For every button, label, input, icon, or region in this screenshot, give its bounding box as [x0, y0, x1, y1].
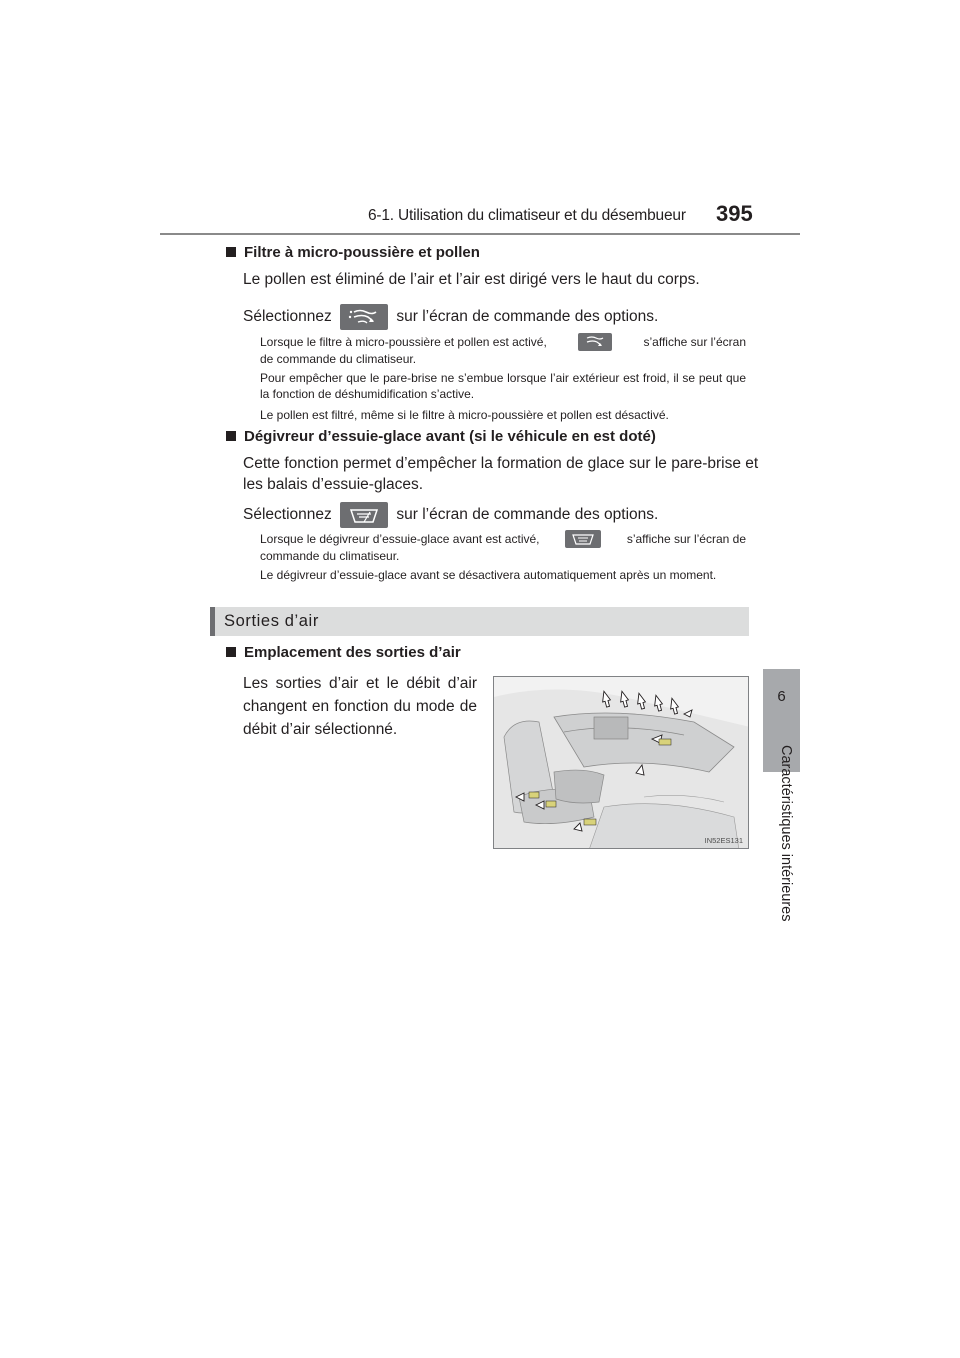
chapter-number: 6: [777, 688, 786, 705]
windshield-wiper-deicer-icon: [340, 502, 388, 528]
vehicle-interior-illustration: [493, 676, 749, 849]
windshield-wiper-deicer-icon-small: [565, 530, 601, 548]
illustration-code: IN52ES131: [704, 836, 743, 845]
deicer-select-instruction: Sélectionnez sur l’écran de commande des options.: [243, 502, 658, 528]
filter-note-2: Pour empêcher que le pare-brise ne s’embue lorsque l’air extérieur est froid, il se peut que la fonction de déshumidification s’active.: [260, 371, 746, 401]
filter-description: Le pollen est éliminé de l’air et l’air est dirigé vers le haut du corps.: [243, 271, 700, 288]
filter-note-3: Le pollen est filtré, même si le filtre à micro-poussière et pollen est désactivé.: [260, 408, 669, 422]
deicer-description-line-1: Cette fonction permet d’empêcher la formation de glace sur le pare-brise et: [243, 455, 759, 472]
pollen-filter-icon: [340, 304, 388, 330]
header-divider: [160, 233, 800, 235]
outlets-description: Les sorties d’air et le débit d’air changent en fonction du mode de débit d’air sélectionné.: [243, 675, 477, 738]
deicer-note-1: Lorsque le dégivreur d’essuie-glace avant est activé, s’affiche sur l’écran de commande du climatiseur.: [260, 532, 746, 563]
pollen-filter-icon-small: [578, 333, 612, 351]
filter-heading: Filtre à micro-poussière et pollen: [226, 244, 480, 261]
section-bar-accent: [210, 607, 215, 636]
square-bullet-icon: [226, 247, 236, 257]
page-number: 395: [716, 201, 753, 226]
filter-note-1: Lorsque le filtre à micro-poussière et pollen est activé, s’affiche sur l’écran de commande du climatiseur.: [260, 335, 746, 366]
outlets-heading: Emplacement des sorties d’air: [226, 644, 461, 661]
running-header-title: 6-1. Utilisation du climatiseur et du désembueur: [368, 207, 686, 224]
air-outlet-diagram: [494, 677, 749, 849]
chapter-label: Caractéristiques intérieures: [778, 745, 794, 922]
square-bullet-icon: [226, 647, 236, 657]
filter-select-instruction: Sélectionnez sur l’écran de commande des options.: [243, 304, 658, 330]
deicer-note-2: Le dégivreur d’essuie-glace avant se désactivera automatiquement après un moment.: [260, 568, 717, 582]
deicer-description-line-2: les balais d’essuie-glaces.: [243, 476, 424, 493]
deicer-heading: Dégivreur d’essuie-glace avant (si le véhicule en est doté): [226, 428, 656, 445]
square-bullet-icon: [226, 431, 236, 441]
section-title: Sorties d’air: [224, 612, 319, 630]
